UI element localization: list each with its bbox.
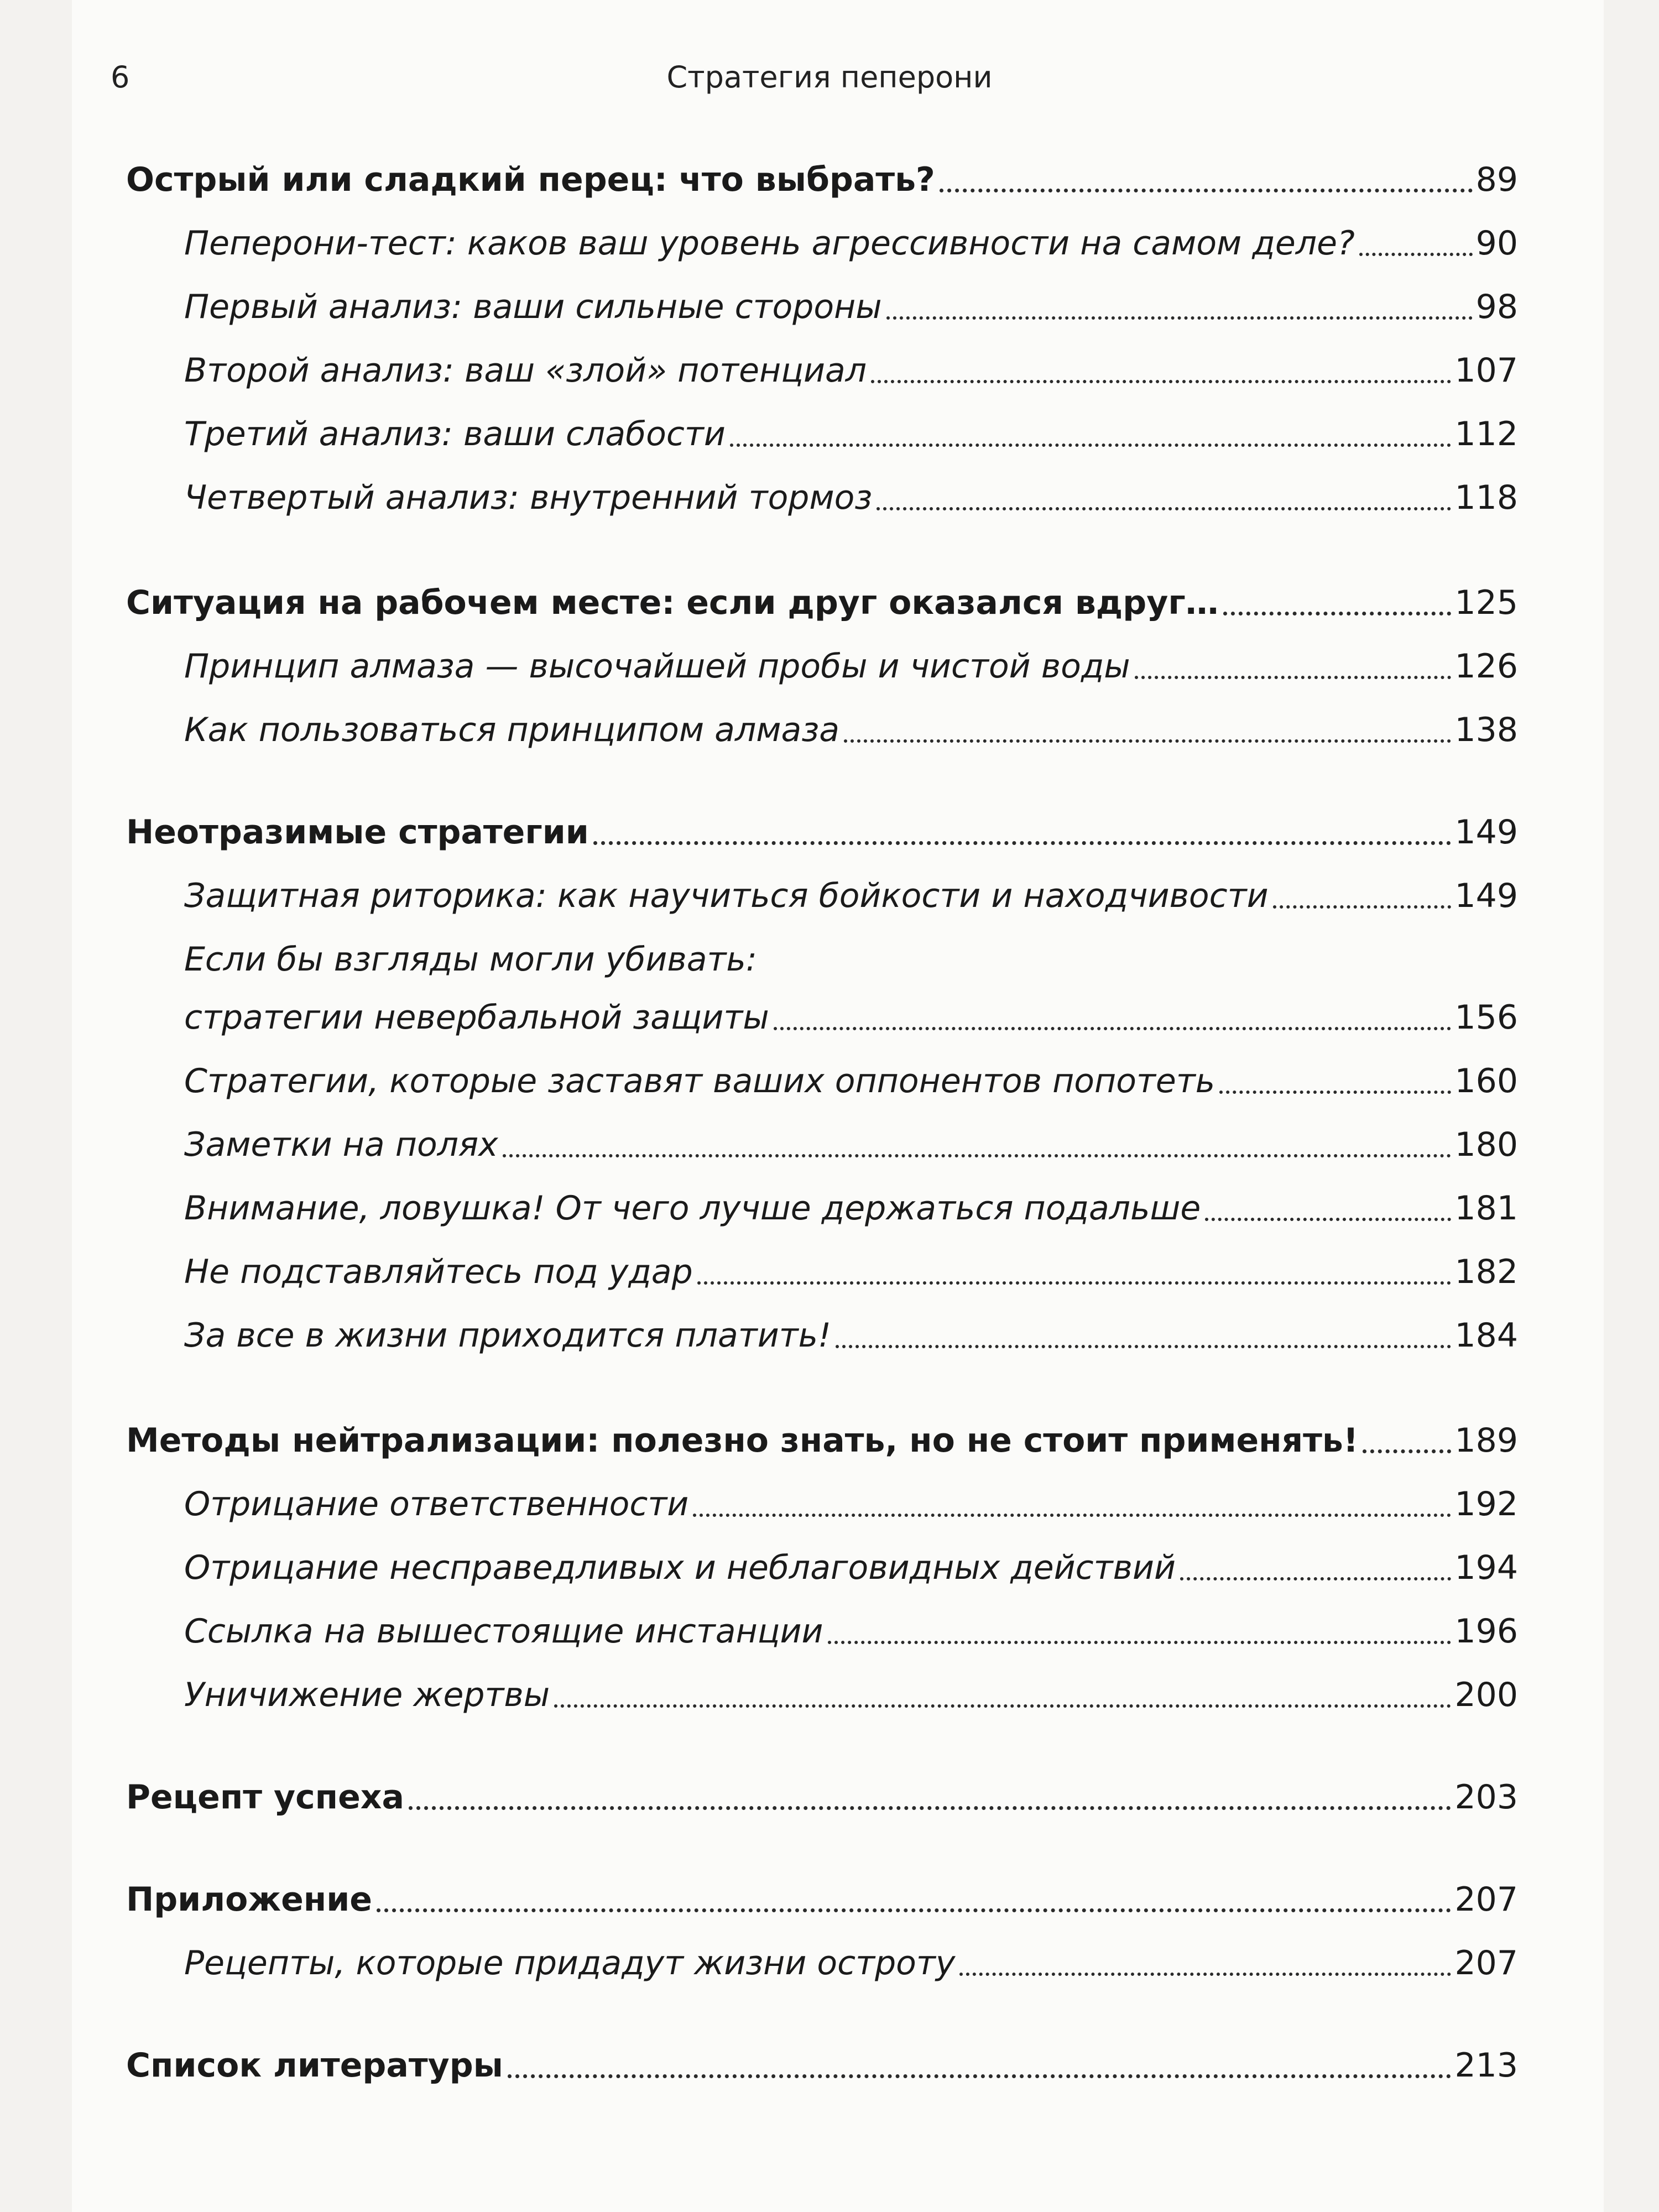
dot-leader bbox=[871, 380, 1451, 383]
toc-entry-page: 125 bbox=[1454, 583, 1518, 622]
dot-leader bbox=[940, 189, 1473, 192]
toc-entry-page: 90 bbox=[1475, 224, 1518, 263]
dot-leader bbox=[409, 1806, 1452, 1810]
toc-entry-page: 189 bbox=[1454, 1421, 1518, 1460]
toc-entry-title: Заметки на полях bbox=[184, 1125, 498, 1164]
dot-leader bbox=[1359, 253, 1473, 256]
toc-chapter[interactable] bbox=[126, 2046, 1518, 2085]
toc-entry-page: 196 bbox=[1454, 1612, 1518, 1651]
toc-entry-title: Рецепты, которые придадут жизни остроту bbox=[184, 1944, 956, 1983]
toc-entry-title: Первый анализ: ваши сильные стороны bbox=[184, 288, 882, 326]
toc-entry-title: Как пользоваться принципом алмаза bbox=[184, 711, 839, 749]
toc-section[interactable] bbox=[184, 711, 1518, 749]
toc-entry-title-line1: Если бы взгляды могли убивать: bbox=[184, 940, 757, 979]
toc-entry-title: Список литературы bbox=[126, 2046, 503, 2085]
toc-section[interactable] bbox=[184, 415, 1518, 453]
toc-entry-page: 107 bbox=[1454, 351, 1518, 390]
toc-entry-page: 156 bbox=[1454, 998, 1518, 1037]
toc-entry-title: Четвертый анализ: внутренний тормоз bbox=[184, 478, 873, 517]
toc-entry-title: Принцип алмаза — высочайшей пробы и чистой воды bbox=[184, 647, 1130, 686]
toc-entry-title: стратегии невербальной защиты bbox=[184, 998, 769, 1037]
dot-leader bbox=[730, 444, 1452, 447]
toc-entry-page: 194 bbox=[1454, 1548, 1518, 1587]
toc-entry-title: Пеперони-тест: каков ваш уровень агрессивности на самом деле? bbox=[184, 224, 1355, 263]
toc-entry-title: За все в жизни приходится платить! bbox=[184, 1316, 832, 1355]
dot-leader bbox=[377, 1908, 1452, 1912]
toc-section[interactable] bbox=[184, 877, 1518, 915]
toc-entry-page: 213 bbox=[1454, 2046, 1518, 2085]
toc-entry-title: Неотразимые стратегии bbox=[126, 813, 589, 852]
toc-entry-page: 149 bbox=[1454, 877, 1518, 915]
dot-leader bbox=[1363, 1449, 1451, 1453]
toc-entry-page: 138 bbox=[1454, 711, 1518, 749]
toc-entry-title: Внимание, ловушка! От чего лучше держаться подальше bbox=[184, 1189, 1201, 1228]
running-title: Стратегия пеперони bbox=[666, 60, 993, 95]
toc-entry-page: 180 bbox=[1454, 1125, 1518, 1164]
toc-entry-page: 149 bbox=[1454, 813, 1518, 852]
toc-section[interactable] bbox=[184, 1612, 1518, 1651]
toc-section[interactable] bbox=[184, 288, 1518, 326]
toc-entry-page: 89 bbox=[1475, 160, 1518, 199]
toc-entry-title: Ситуация на рабочем месте: если друг оказался вдруг… bbox=[126, 583, 1219, 622]
dot-leader bbox=[693, 1514, 1451, 1517]
toc-entry-page: 207 bbox=[1454, 1880, 1518, 1919]
toc-entry-title: Отрицание ответственности bbox=[184, 1485, 689, 1524]
dot-leader bbox=[1273, 905, 1452, 909]
toc-section[interactable] bbox=[184, 1253, 1518, 1291]
toc-entry-title: Рецепт успеха bbox=[126, 1778, 404, 1817]
toc-entry-page: 207 bbox=[1454, 1944, 1518, 1983]
dot-leader bbox=[508, 2074, 1452, 2078]
toc-section[interactable] bbox=[184, 1548, 1518, 1587]
toc-entry-page: 98 bbox=[1475, 288, 1518, 326]
toc-entry-title: Отрицание несправедливых и неблаговидных действий bbox=[184, 1548, 1176, 1587]
toc-entry-title: Второй анализ: ваш «злой» потенциал bbox=[184, 351, 867, 390]
toc-entry-title: Защитная риторика: как научиться бойкости и находчивости bbox=[184, 877, 1269, 915]
toc-entry-title: Приложение bbox=[126, 1880, 372, 1919]
toc-entry-title: Ссылка на вышестоящие инстанции bbox=[184, 1612, 823, 1651]
dot-leader bbox=[959, 1973, 1451, 1976]
toc-section[interactable] bbox=[184, 1062, 1518, 1100]
toc-entry-title: Стратегии, которые заставят ваших оппонентов попотеть bbox=[184, 1062, 1215, 1100]
dot-leader bbox=[844, 739, 1451, 743]
dot-leader bbox=[593, 841, 1452, 845]
toc-section[interactable] bbox=[184, 1485, 1518, 1524]
toc-chapter[interactable] bbox=[126, 160, 1518, 199]
dot-leader bbox=[1135, 676, 1452, 679]
dot-leader bbox=[554, 1704, 1451, 1708]
toc-section[interactable] bbox=[184, 478, 1518, 517]
toc-entry-page: 126 bbox=[1454, 647, 1518, 686]
dot-leader bbox=[836, 1345, 1451, 1348]
toc-entry-page: 203 bbox=[1454, 1778, 1518, 1817]
toc-section[interactable] bbox=[184, 351, 1518, 390]
toc-entry-page: 160 bbox=[1454, 1062, 1518, 1100]
dot-leader bbox=[828, 1641, 1452, 1644]
toc-entry-title: Третий анализ: ваши слабости bbox=[184, 415, 726, 453]
toc-entry-page: 192 bbox=[1454, 1485, 1518, 1524]
toc-entry-title: Не подставляйтесь под удар bbox=[184, 1253, 693, 1291]
dot-leader bbox=[697, 1281, 1452, 1285]
toc-entry-title: Уничижение жертвы bbox=[184, 1676, 550, 1714]
dot-leader bbox=[1180, 1577, 1452, 1580]
toc-entry-page: 182 bbox=[1454, 1253, 1518, 1291]
page-number: 6 bbox=[111, 60, 130, 95]
toc-section[interactable] bbox=[184, 1125, 1518, 1164]
dot-leader bbox=[1205, 1218, 1451, 1221]
toc-entry-page: 181 bbox=[1454, 1189, 1518, 1228]
toc-section[interactable] bbox=[184, 1944, 1518, 1983]
toc-entry-title: Острый или сладкий перец: что выбрать? bbox=[126, 160, 935, 199]
toc-chapter[interactable] bbox=[126, 813, 1518, 852]
toc-chapter[interactable] bbox=[126, 1778, 1518, 1817]
dot-leader bbox=[877, 507, 1451, 510]
dot-leader bbox=[774, 1027, 1452, 1030]
toc-section[interactable] bbox=[184, 1676, 1518, 1714]
toc-chapter[interactable] bbox=[126, 1880, 1518, 1919]
toc-section[interactable] bbox=[184, 647, 1518, 686]
toc-entry-page: 200 bbox=[1454, 1676, 1518, 1714]
toc-section[interactable] bbox=[184, 1316, 1518, 1355]
toc-entry-page: 184 bbox=[1454, 1316, 1518, 1355]
toc-entry-page: 112 bbox=[1454, 415, 1518, 453]
toc-section[interactable] bbox=[184, 224, 1518, 263]
toc-section[interactable] bbox=[184, 998, 1518, 1037]
toc-entry-page: 118 bbox=[1454, 478, 1518, 517]
toc-entry-title: Методы нейтрализации: полезно знать, но не стоит применять! bbox=[126, 1421, 1359, 1460]
dot-leader bbox=[1219, 1091, 1451, 1094]
toc-chapter[interactable] bbox=[126, 583, 1518, 622]
dot-leader bbox=[503, 1154, 1452, 1157]
dot-leader bbox=[886, 316, 1473, 320]
dot-leader bbox=[1223, 612, 1452, 615]
toc-section[interactable] bbox=[184, 1189, 1518, 1228]
toc-chapter[interactable] bbox=[126, 1421, 1518, 1460]
